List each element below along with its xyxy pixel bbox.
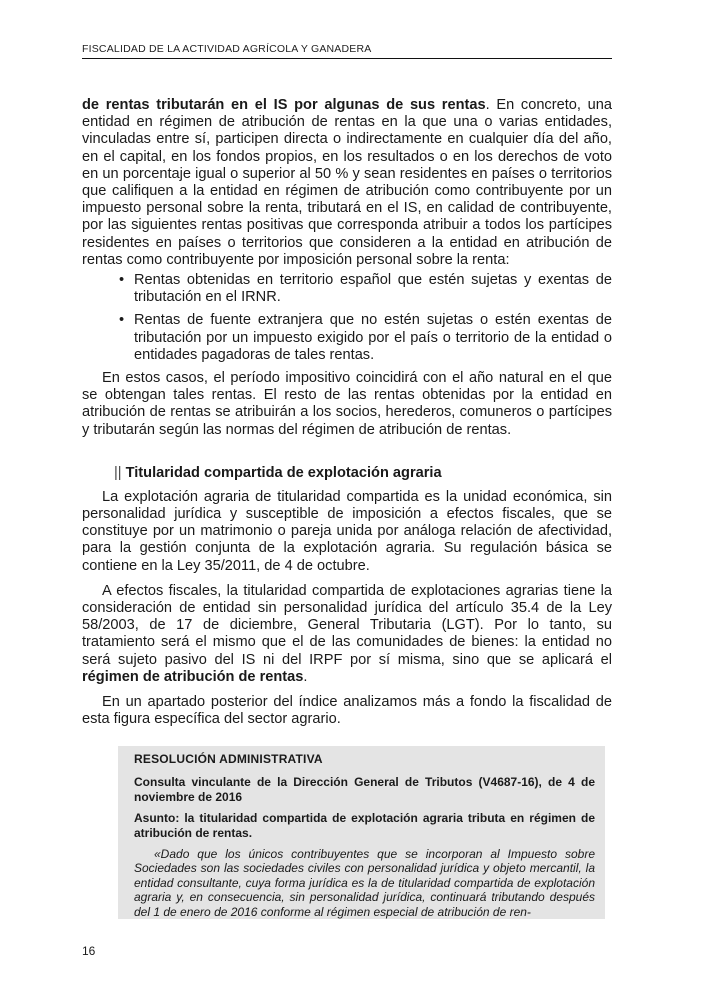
box-consulta: Consulta vinculante de la Dirección General de Tributos (V4687-16), de 4 de noviembre de 2016 — [134, 774, 595, 804]
paragraph-intro — [82, 97, 612, 269]
box-quote: «Dado que los únicos contribuyentes que se incorporan al Impuesto sobre Sociedades son las sociedades civiles con personalidad jurídica y objeto mercantil, la entidad consultante, cuya forma jurídica es la de titularidad compartida de explotación agraria y, en consecuencia, sin personalidad jurídica, continuará tributando después del 1 de enero de 2016 conforme al régimen especial de atribución de ren- — [134, 846, 595, 919]
fiscal-effects-text: A efectos fiscales, la titularidad compartida de explotaciones agrarias tiene la consideración de entidad sin personalidad jurídica del artículo 35.4 de la Ley 58/2003, de 17 de diciembre, General Tributaria (LGT). Por lo tanto, su tratamiento será el mismo que el de las comunidades de bienes: la entidad no será sujeto pasivo del IS ni del IRPF por sí misma, sino que se aplicará el — [82, 582, 612, 668]
administrative-resolution-box — [118, 746, 605, 919]
heading-text: Titularidad compartida de explotación agraria — [125, 464, 442, 481]
bullet-list — [82, 272, 612, 364]
header-rule — [82, 58, 612, 59]
heading-marker: || — [114, 464, 122, 481]
intro-bold-lead: de rentas tributarán en el IS por algunas de sus rentas — [82, 97, 486, 113]
paragraph-later-section: En un apartado posterior del índice analizamos más a fondo la fiscalidad de esta figura específica del sector agrario. — [82, 694, 612, 728]
bullet-icon: • — [119, 272, 125, 289]
box-asunto: Asunto: la titularidad compartida de explotación agraria tributa en régimen de atribución de rentas. — [134, 810, 595, 840]
list-item-text: Rentas obtenidas en territorio español que estén sujetas y exentas de tributación en el IRNR. — [134, 272, 612, 306]
page-number: 16 — [82, 944, 96, 958]
list-item — [119, 312, 612, 364]
paragraph-tax-period: En estos casos, el período impositivo coincidirá con el año natural en el que se obtengan tales rentas. El resto de las rentas obtenidas por la entidad en atribución de rentas se atribuirán a los socios, herederos, comuneros o partícipes y tributarán según las normas del régimen de atribución de rentas. — [82, 370, 612, 438]
page-content — [82, 97, 612, 919]
bullet-icon: • — [119, 312, 125, 329]
fiscal-effects-end: . — [303, 668, 308, 685]
running-header: FISCALIDAD DE LA ACTIVIDAD AGRÍCOLA Y GANADERA — [82, 43, 372, 55]
intro-rest: . En concreto, una entidad en régimen de atribución de rentas en la que una o varias entidades, vinculadas entre sí, participen directa o indirectamente en cualquier día del año, en el capital, en los fondos propios, en los resultados o en los derechos de voto en un porcentaje igual o superior al 50 % y sean residentes en países o territorios que califiquen a la entidad en régimen de atribución como contribuyente por un impuesto personal sobre la renta, tributará en el IS, en calidad de contribuyente, por las siguientes rentas positivas que corresponda atribuir a todos los partícipes residentes en países o territorios que consideren a la entidad en atribución de rentas como contribuyente por imposición personal sobre la renta: — [82, 97, 612, 268]
list-item — [119, 272, 612, 306]
list-item-text: Rentas de fuente extranjera que no estén sujetas o estén exentas de tributación por un impuesto exigido por el país o territorio de la entidad o entidades pagadoras de tales rentas. — [134, 312, 612, 363]
section-heading — [114, 464, 612, 482]
box-label: RESOLUCIÓN ADMINISTRATIVA — [134, 751, 323, 766]
fiscal-effects-bold: régimen de atribución de rentas — [82, 668, 304, 685]
paragraph-definition: La explotación agraria de titularidad compartida es la unidad económica, sin personalidad jurídica y susceptible de imposición a efectos fiscales, que se constituye por un matrimonio o pareja unida por análoga relación de afectividad, para la gestión conjunta de la explotación agraria. Su regulación básica se contiene en la Ley 35/2011, de 4 de octubre. — [82, 488, 612, 574]
paragraph-fiscal-effects — [82, 583, 612, 686]
